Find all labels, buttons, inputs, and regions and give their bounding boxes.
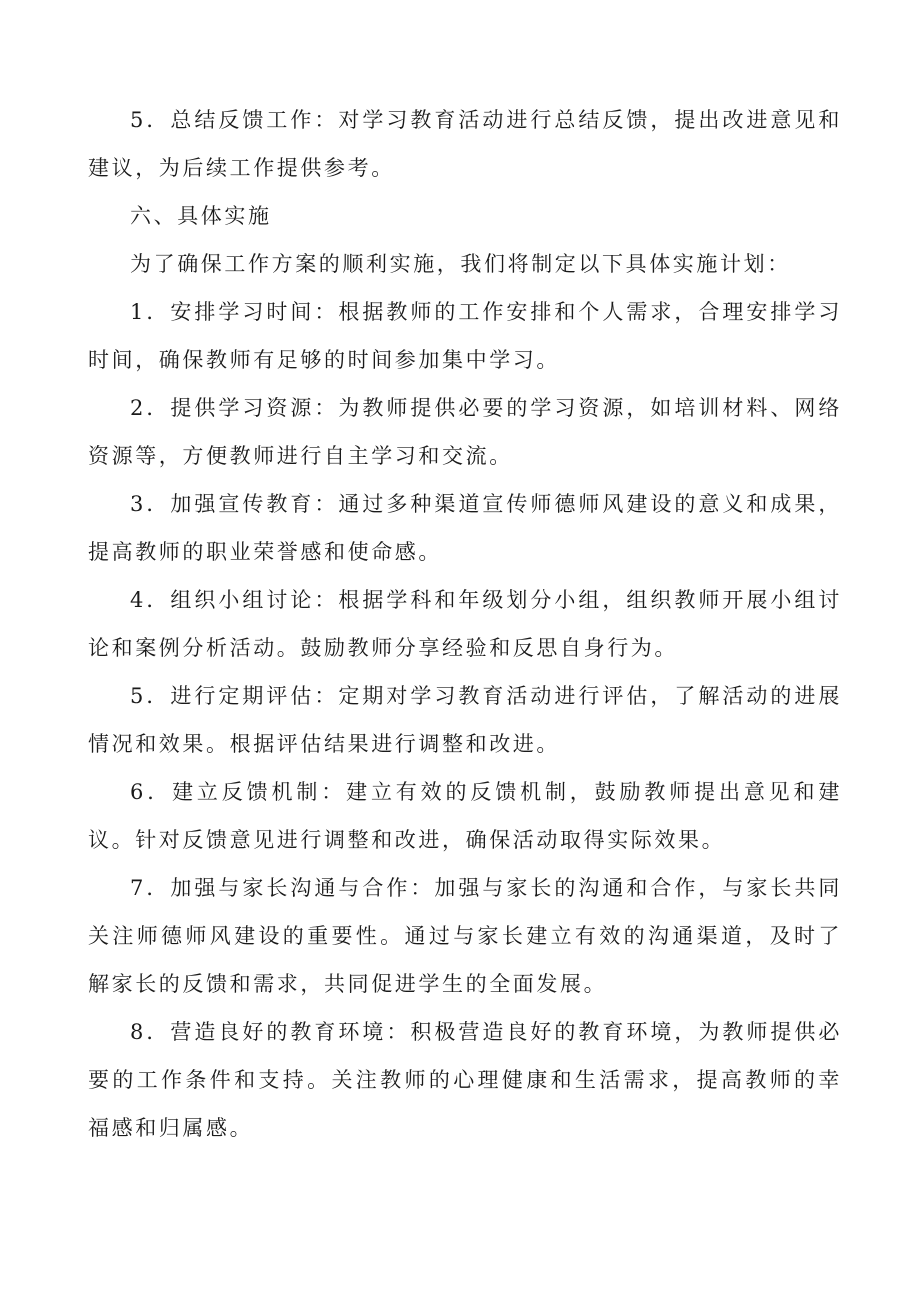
list-item-5: 5．进行定期评估：定期对学习教育活动进行评估，了解活动的进展情况和效果。根据评估结果进行调整和改进。 — [88, 684, 842, 756]
list-item-6: 6．建立反馈机制：建立有效的反馈机制，鼓励教师提出意见和建议。针对反馈意见进行调整和改进，确保活动取得实际效果。 — [88, 780, 842, 852]
section-intro: 为了确保工作方案的顺利实施，我们将制定以下具体实施计划： — [130, 252, 791, 276]
list-item-7: 7．加强与家长沟通与合作：加强与家长的沟通和合作，与家长共同关注师德师风建设的重要性。通过与家长建立有效的沟通渠道，及时了解家长的反馈和需求，共同促进学生的全面发展。 — [88, 876, 842, 996]
list-item-3: 3．加强宣传教育：通过多种渠道宣传师德师风建设的意义和成果，提高教师的职业荣誉感和使命感。 — [88, 492, 842, 564]
section-heading: 六、具体实施 — [130, 204, 272, 228]
list-item-2: 2．提供学习资源：为教师提供必要的学习资源，如培训材料、网络资源等，方便教师进行自主学习和交流。 — [88, 396, 842, 468]
list-item-1: 1．安排学习时间：根据教师的工作安排和个人需求，合理安排学习时间，确保教师有足够的时间参加集中学习。 — [88, 300, 842, 372]
paragraph-summary-feedback: 5．总结反馈工作：对学习教育活动进行总结反馈，提出改进意见和建议，为后续工作提供参考。 — [88, 108, 842, 180]
list-item-4: 4．组织小组讨论：根据学科和年级划分小组，组织教师开展小组讨论和案例分析活动。鼓励教师分享经验和反思自身行为。 — [88, 588, 842, 660]
list-item-8: 8．营造良好的教育环境：积极营造良好的教育环境，为教师提供必要的工作条件和支持。关注教师的心理健康和生活需求，提高教师的幸福感和归属感。 — [88, 1020, 842, 1140]
